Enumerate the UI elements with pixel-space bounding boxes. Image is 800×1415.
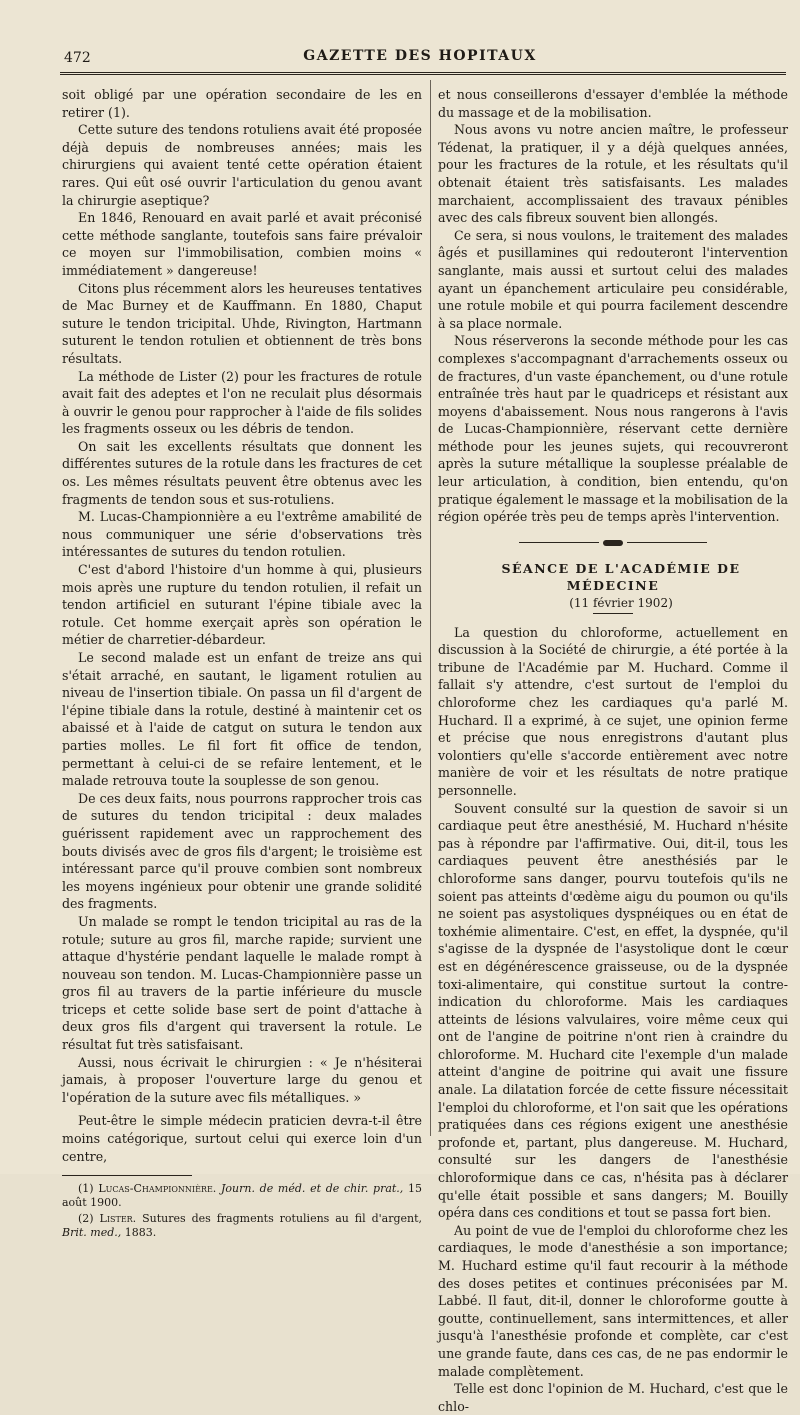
paragraph: Aussi, nous écrivait le chirurgien : « Je n'hésiterai jamais, à proposer l'ouverture large du genou et l'opération de la suture avec fils métalliques. » bbox=[62, 1054, 422, 1105]
ornament-icon bbox=[603, 540, 623, 546]
ornament-separator bbox=[438, 540, 788, 546]
page-number: 472 bbox=[64, 50, 91, 66]
paragraph: Au point de vue de l'emploi du chloroforme chez les cardiaques, le mode d'anesthésie a son importance; M. Huchard estime qu'il faut recourir à la méthode des doses petites et continues préconisées par M. Labbé. Il faut, dit-il, donner le chloroforme goutte à goutte, continuellement, sans intermittences, et aller jusqu'à l'anesthésie profonde et complète, car c'est une grande faute, dans ces cas, de ne pas endormir le malade complètement. bbox=[438, 1222, 788, 1379]
section-heading bbox=[438, 540, 788, 614]
paragraph: M. Lucas-Championnière a eu l'extrême amabilité de nous communiquer une série d'observations très intéressantes de sutures du tendon rotulien. bbox=[62, 509, 422, 560]
paragraph: C'est d'abord l'histoire d'un homme à qui, plusieurs mois après une rupture du tendon rotulien, il refait un tendon artificiel en suturant l'épine tibiale avec la rotule. Cet homme exerçait après son opération le métier de charretier-débardeur. bbox=[62, 562, 422, 648]
paragraph: Nous réserverons la seconde méthode pour les cas complexes s'accompagnant d'arrachements osseux ou de fractures, d'un vaste épanchement, ou d'une rotule entraînée très haut par le quadriceps et résistant aux moyens d'abaissement. Nous nous rangerons à l'avis de Lucas-Championnière, réservant cette dernière méthode pour les jeunes sujets, qui recouvreront après la suture métallique la souplesse préalable de leur articulation, à condition, bien entendu, qu'on pratique également le massage et la mobilisation de la région opérée très peu de temps après l'intervention. bbox=[438, 333, 788, 525]
paragraph: La méthode de Lister (2) pour les fractures de rotule avait fait des adeptes et l'on ne reculait plus désormais à ouvrir le genou pour rapprocher à l'aide de fils solides les fragments osseux ou les débris de tendon. bbox=[62, 368, 422, 437]
paragraph: La question du chloroforme, actuellement en discussion à la Société de chirurgie, a été portée à la tribune de l'Académie par M. Huchard. Comme il fallait s'y attendre, c'est surtout de l'emploi du chloroforme chez les cardiaques qu'a parlé M. Huchard. Il a exprimé, à ce sujet, une opinion ferme et précise que nous enregistrons d'autant plus volontiers qu'elle s'accorde entièrement avec notre manière de voir et les résultats de notre pratique personnelle. bbox=[438, 624, 788, 798]
page-header bbox=[60, 46, 780, 70]
footnote-author: Lister. bbox=[99, 1212, 137, 1226]
footnote-source: Brit. med., bbox=[62, 1226, 122, 1240]
header-rule bbox=[60, 72, 786, 75]
footnote-1 bbox=[62, 1182, 422, 1210]
paragraph: En 1846, Renouard en avait parlé et avait préconisé cette méthode sanglante, toutefois sans faire prévaloir ce moyen sur l'immobilisation, combien moins « immédiatement » dangereuse! bbox=[62, 210, 422, 278]
footnote-title: Sutures des fragments rotuliens au fil d'argent, bbox=[142, 1212, 423, 1226]
separator-line bbox=[519, 542, 599, 543]
footnote-marker: (2) bbox=[78, 1212, 94, 1226]
journal-title: GAZETTE DES HOPITAUX bbox=[303, 48, 537, 64]
footnotes bbox=[62, 1182, 422, 1240]
paragraph: Peut-être le simple médecin praticien devra-t-il être moins catégorique, surtout celui qui exerce loin d'un centre, bbox=[62, 1113, 422, 1164]
paragraph: Un malade se rompt le tendon tricipital au ras de la rotule; suture au gros fil, marche rapide; survient une attaque d'hystérie pendant laquelle le malade rompt à nouveau son tendon. M. Lucas-Championnière passe un gros fil au travers de la partie inférieure du muscle triceps et cette solide base sert de point d'attache à deux gros fils d'argent qui traversent la rotule. Le résultat fut très satisfaisant. bbox=[62, 913, 422, 1053]
footnote-rest: 15 août 1900. bbox=[62, 1182, 423, 1210]
footnote-marker: (1) bbox=[78, 1182, 94, 1196]
paragraph: Souvent consulté sur la question de savoir si un cardiaque peut être anesthésié, M. Huchard n'hésite pas à répondre par l'affirmative. Oui, dit-il, tous les cardiaques peuvent être anesthésiés par le chloroforme sans danger, pourvu toutefois qu'ils ne soient pas atteints d'œdème aigu du poumon ou qu'ils ne soient pas asystoliques dyspnéiques ou en état de toxhémie alimentaire. C'est, en effet, la dyspnée, qu'il s'agisse de la dyspnée de l'asystolique dont le cœur est en dégénérescence graisseuse, ou de la dyspnée toxi-alimentaire, qui constitue surtout la contre-indication du chloroforme. Mais les cardiaques atteints de lésions valvulaires, voire même ceux qui ont de l'angine de poitrine n'ont rien à craindre du chloroforme. M. Huchard cite l'exemple d'un malade atteint d'angine de poitrine qui avait une fissure anale. La dilatation forcée de cette fissure nécessitait l'emploi du chloroforme, et l'on sait que les opérations pratiquées dans ces régions exigent une anesthésie profonde et, partant, plus dangereuse. M. Huchard, consulté sur les dangers de l'anesthésie chloroformique dans ce cas, n'hésita pas à déclarer qu'elle était possible et sans dangers; M. Bouilly opéra dans ces conditions et tout se passa fort bien. bbox=[438, 800, 788, 1221]
paragraph: soit obligé par une opération secondaire de les en retirer (1). bbox=[62, 87, 422, 120]
paragraph: De ces deux faits, nous pourrons rapprocher trois cas de sutures du tendon tricipital : deux malades guérissent rapidement avec un rapprochement des bouts divisés avec de gros fils d'argent; le troisième est intéressant parce qu'il prouve combien sont nombreux les moyens ingénieux pour obtenir une grande solidité des fragments. bbox=[62, 790, 422, 912]
paragraph: Telle est donc l'opinion de M. Huchard, c'est que le chlo- bbox=[438, 1381, 788, 1414]
paragraph: Cette suture des tendons rotuliens avait été proposée déjà depuis de nombreuses années; mais les chirurgiens qui avaient tenté cette opération étaient rares. Qui eût osé ouvrir l'articulation du genou avant la chirurgie aseptique? bbox=[62, 122, 422, 208]
paragraph: Le second malade est un enfant de treize ans qui s'était arraché, en sautant, le ligament rotulien au niveau de l'insertion tibiale. On passa un fil d'argent de l'épine tibiale dans la rotule, destiné à maintenir cet os abaissé et à l'aide de catgut on sutura le tendon aux parties molles. Le fil fort fit office de tendon, permettant à celui-ci de se refaire lentement, et le malade retrouva toute la souplesse de son genou. bbox=[62, 650, 422, 789]
section-title: SÉANCE DE L'ACADÉMIE DE MÉDECINE bbox=[501, 560, 741, 594]
footnote-author: Lucas-Championnière. bbox=[98, 1182, 217, 1196]
short-rule bbox=[593, 613, 633, 614]
left-column bbox=[62, 86, 422, 1242]
paragraph: et nous conseillerons d'essayer d'emblée la méthode du massage et de la mobilisation. bbox=[438, 87, 788, 120]
right-column bbox=[438, 86, 788, 1415]
footnote-rule bbox=[62, 1175, 192, 1176]
footnote-rest: 1883. bbox=[124, 1226, 157, 1240]
paragraph: Citons plus récemment alors les heureuses tentatives de Mac Burney et de Kauffmann. En 1880, Chaput suture le tendon tricipital. Uhde, Rivington, Hartmann suturent le tendon rotulien et obtiennent de très bons résultats. bbox=[62, 280, 422, 366]
paragraph: On sait les excellents résultats que donnent les différentes sutures de la rotule dans les fractures de cet os. Les mêmes résultats peuvent être obtenus avec les fragments de tendon sous et sus-rotuliens. bbox=[62, 438, 422, 507]
footnote-2 bbox=[62, 1212, 422, 1240]
separator-line bbox=[627, 542, 707, 543]
paragraph: Nous avons vu notre ancien maître, le professeur Tédenat, la pratiquer, il y a déjà quelques années, pour les fractures de la rotule, et les résultats qu'il obtenait étaient très satisfaisants. Les malades marchaient, accomplissaient des travaux pénibles avec des cals fibreux souvent bien allongés. bbox=[438, 122, 788, 226]
column-divider bbox=[430, 80, 431, 1136]
footnote-title: Journ. de méd. et de chir. prat., bbox=[221, 1182, 404, 1196]
paragraph: Ce sera, si nous voulons, le traitement des malades âgés et pusillamines qui redouteront l'intervention sanglante, mais aussi et surtout celui des malades ayant un épanchement articulaire peu considérable, une rotule mobile et qui pourra facilement descendre à sa place normale. bbox=[438, 227, 788, 331]
section-date: (11 février 1902) bbox=[569, 596, 673, 611]
